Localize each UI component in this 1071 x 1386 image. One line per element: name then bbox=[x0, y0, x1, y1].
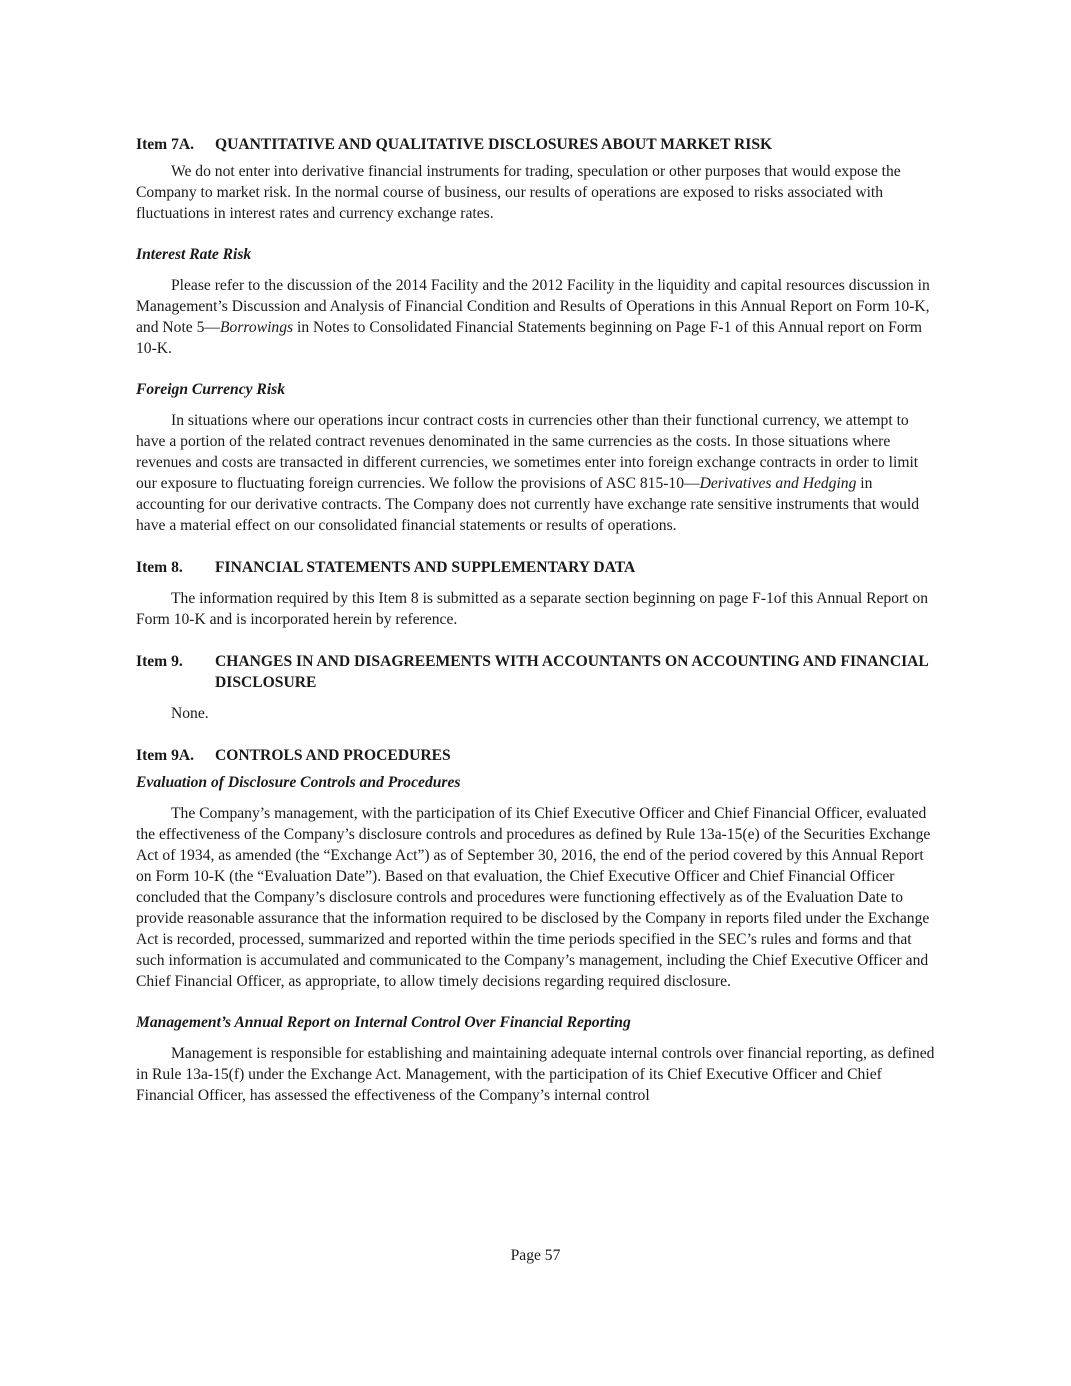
text-run: in Notes to Consolidated Financial Statements beginning on Page F-1 of this Annual report on Form 10-K. bbox=[136, 319, 922, 357]
item-9a-heading bbox=[136, 745, 936, 766]
document-page bbox=[136, 126, 936, 1106]
item-number: Item 8. bbox=[136, 559, 183, 576]
note-title-borrowings: Borrowings bbox=[220, 319, 294, 336]
market-risk-intro: We do not enter into derivative financial instruments for trading, speculation or other purposes that would expose the Company to market risk. In the normal course of business, our results of operations are exposed to risks associated with fluctuations in interest rates and currency exchange rates. bbox=[136, 163, 901, 222]
text-run: Please refer to the discussion of the 2014 Facility and the 2012 Facility in the liquidity and capital resources discussion in Management’s Discussion and Analysis of Financial Condition and Results of Operations in this Annual Report on Form 10-K, and Note 5— bbox=[136, 277, 930, 336]
evaluation-heading: Evaluation of Disclosure Controls and Procedures bbox=[136, 774, 461, 791]
foreign-currency-risk-text bbox=[136, 410, 936, 536]
management-report-text: Management is responsible for establishing and maintaining adequate internal controls over financial reporting, as defined in Rule 13a-15(f) under the Exchange Act. Management, with the participation of its Chief Executive Officer and Chief Financial Officer, has assessed the effectiveness of the Company’s internal control bbox=[136, 1045, 935, 1104]
interest-rate-risk-text bbox=[136, 275, 936, 359]
text-run: In situations where our operations incur contract costs in currencies other than their functional currency, we attempt to have a portion of the related contract revenues denominated in the same currencies as the costs. In those situations where revenues and costs are transacted in different currencies, we sometimes enter into foreign exchange contracts in order to limit our exposure to fluctuating foreign currencies. We follow the provisions of ASC 815-10— bbox=[136, 412, 919, 492]
item-title: CONTROLS AND PROCEDURES bbox=[215, 747, 451, 764]
item-8-heading bbox=[136, 557, 936, 578]
item-title: FINANCIAL STATEMENTS AND SUPPLEMENTARY DATA bbox=[215, 559, 636, 576]
item-number: Item 7A. bbox=[136, 136, 195, 153]
item-9-heading bbox=[136, 651, 936, 693]
management-report-heading: Management’s Annual Report on Internal Control Over Financial Reporting bbox=[136, 1014, 631, 1031]
page-number: Page 57 bbox=[510, 1247, 561, 1264]
foreign-currency-risk-heading: Foreign Currency Risk bbox=[136, 381, 286, 398]
item-7a-heading bbox=[136, 134, 936, 155]
interest-rate-risk-heading: Interest Rate Risk bbox=[136, 246, 252, 263]
text-run: in accounting for our derivative contracts. The Company does not currently have exchange rate sensitive instruments that would have a material effect on our consolidated financial statements or results of operations. bbox=[136, 475, 920, 534]
item-9-none: None. bbox=[171, 705, 209, 722]
financial-statements-text: The information required by this Item 8 is submitted as a separate section beginning on page F-1of this Annual Report on Form 10-K and is incorporated herein by reference. bbox=[136, 590, 929, 628]
evaluation-text: The Company’s management, with the participation of its Chief Executive Officer and Chief Financial Officer, evaluated the effectiveness of the Company’s disclosure controls and procedures as defined by Rule 13a-15(e) of the Securities Exchange Act of 1934, as amended (the “Exchange Act”) as of September 30, 2016, the end of the period covered by this Annual Report on Form 10-K (the “Evaluation Date”). Based on that evaluation, the Chief Executive Officer and Chief Financial Officer concluded that the Company’s disclosure controls and procedures were functioning effectively as of the Evaluation Date to provide reasonable assurance that the information required to be disclosed by the Company in reports filed under the Exchange Act is recorded, processed, summarized and reported within the time periods specified in the SEC’s rules and forms and that such information is accumulated and communicated to the Company’s management, including the Chief Executive Officer and Chief Financial Officer, as appropriate, to allow timely decisions regarding required disclosure. bbox=[136, 805, 931, 990]
standard-title-derivatives: Derivatives and Hedging bbox=[699, 475, 857, 492]
item-number: Item 9A. bbox=[136, 747, 195, 764]
item-number: Item 9. bbox=[136, 653, 183, 670]
item-title: CHANGES IN AND DISAGREEMENTS WITH ACCOUNTANTS ON ACCOUNTING AND FINANCIAL DISCLOSURE bbox=[215, 653, 928, 691]
item-title: QUANTITATIVE AND QUALITATIVE DISCLOSURES ABOUT MARKET RISK bbox=[215, 136, 773, 153]
